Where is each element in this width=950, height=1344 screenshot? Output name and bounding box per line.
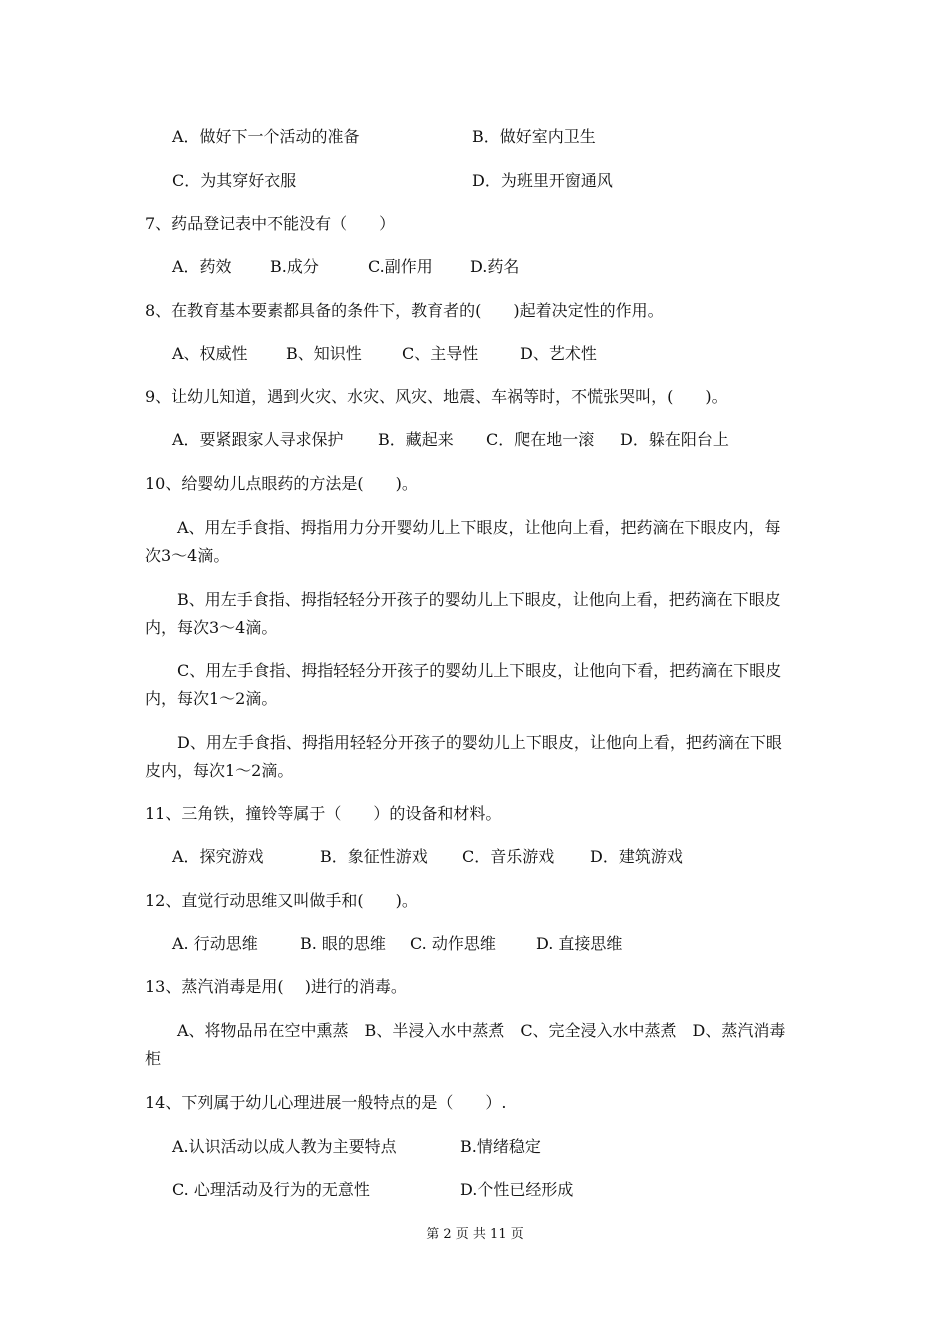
q12-stem: 12、直觉行动思维又叫做手和( )。 bbox=[145, 891, 418, 910]
q7-option-c: C.副作用 bbox=[368, 257, 433, 276]
q9-option-c: C．爬在地一滚 bbox=[486, 430, 595, 449]
q7-option-d: D.药名 bbox=[470, 257, 520, 276]
q10-option-a-line2: 次3～4滴。 bbox=[145, 546, 230, 565]
q8-option-a: A、权威性 bbox=[172, 344, 248, 363]
q11-option-c: C．音乐游戏 bbox=[462, 847, 555, 866]
q9-option-d: D．躲在阳台上 bbox=[620, 430, 729, 449]
q10-option-a-line1: A、用左手食指、拇指用力分开婴幼儿上下眼皮，让他向上看，把药滴在下眼皮内，每 bbox=[177, 518, 781, 537]
q8-option-c: C、主导性 bbox=[402, 344, 479, 363]
q7-option-a: A．药效 bbox=[172, 257, 232, 276]
q8-stem: 8、在教育基本要素都具备的条件下，教育者的( )起着决定性的作用。 bbox=[145, 301, 664, 320]
q9-option-b: B．藏起来 bbox=[378, 430, 454, 449]
q13-options-line1: A、将物品吊在空中熏蒸 B、半浸入水中蒸煮 C、完全浸入水中蒸煮 D、蒸汽消毒 bbox=[177, 1021, 786, 1040]
page-footer: 第 2 页 共 11 页 bbox=[426, 1227, 524, 1242]
q10-option-c-line2: 内，每次1～2滴。 bbox=[145, 689, 278, 708]
q8-option-b: B、知识性 bbox=[286, 344, 362, 363]
q6-option-b: B．做好室内卫生 bbox=[472, 127, 596, 146]
q7-option-b: B.成分 bbox=[270, 257, 319, 276]
q11-stem: 11、三角铁，撞铃等属于（ ）的设备和材料。 bbox=[145, 804, 502, 823]
q10-option-d-line1: D、用左手食指、拇指用轻轻分开孩子的婴幼儿上下眼皮，让他向上看，把药滴在下眼 bbox=[177, 733, 782, 752]
q11-option-a: A．探究游戏 bbox=[172, 847, 264, 866]
q10-option-b-line1: B、用左手食指、拇指轻轻分开孩子的婴幼儿上下眼皮，让他向上看，把药滴在下眼皮 bbox=[177, 590, 781, 609]
q11-option-d: D．建筑游戏 bbox=[590, 847, 683, 866]
q11-option-b: B．象征性游戏 bbox=[320, 847, 428, 866]
q13-options-line2: 柜 bbox=[145, 1049, 162, 1068]
q6-option-d: D．为班里开窗通风 bbox=[472, 171, 613, 190]
q10-option-b-line2: 内，每次3～4滴。 bbox=[145, 618, 278, 637]
q14-option-b: B.情绪稳定 bbox=[460, 1137, 541, 1156]
q12-option-b: B. 眼的思维 bbox=[300, 934, 386, 953]
q14-option-d: D.个性已经形成 bbox=[460, 1180, 574, 1199]
q13-stem: 13、蒸汽消毒是用( )进行的消毒。 bbox=[145, 977, 407, 996]
q9-stem: 9、让幼儿知道，遇到火灾、水灾、风灾、地震、车祸等时，不慌张哭叫，( )。 bbox=[145, 387, 728, 406]
q7-stem: 7、药品登记表中不能没有（ ） bbox=[145, 214, 396, 233]
q6-option-c: C．为其穿好衣服 bbox=[172, 171, 297, 190]
q9-option-a: A．要紧跟家人寻求保护 bbox=[172, 430, 344, 449]
q10-option-c-line1: C、用左手食指、拇指轻轻分开孩子的婴幼儿上下眼皮，让他向下看，把药滴在下眼皮 bbox=[177, 661, 782, 680]
q10-stem: 10、给婴幼儿点眼药的方法是( )。 bbox=[145, 474, 418, 493]
q14-option-a: A.认识活动以成人教为主要特点 bbox=[172, 1137, 397, 1156]
q14-option-c: C. 心理活动及行为的无意性 bbox=[172, 1180, 370, 1199]
q12-option-a: A. 行动思维 bbox=[172, 934, 258, 953]
q12-option-c: C. 动作思维 bbox=[410, 934, 496, 953]
q10-option-d-line2: 皮内，每次1～2滴。 bbox=[145, 761, 294, 780]
q6-option-a: A．做好下一个活动的准备 bbox=[172, 127, 360, 146]
q14-stem: 14、下列属于幼儿心理进展一般特点的是（ ）. bbox=[145, 1093, 507, 1112]
q8-option-d: D、艺术性 bbox=[520, 344, 597, 363]
q12-option-d: D. 直接思维 bbox=[536, 934, 623, 953]
